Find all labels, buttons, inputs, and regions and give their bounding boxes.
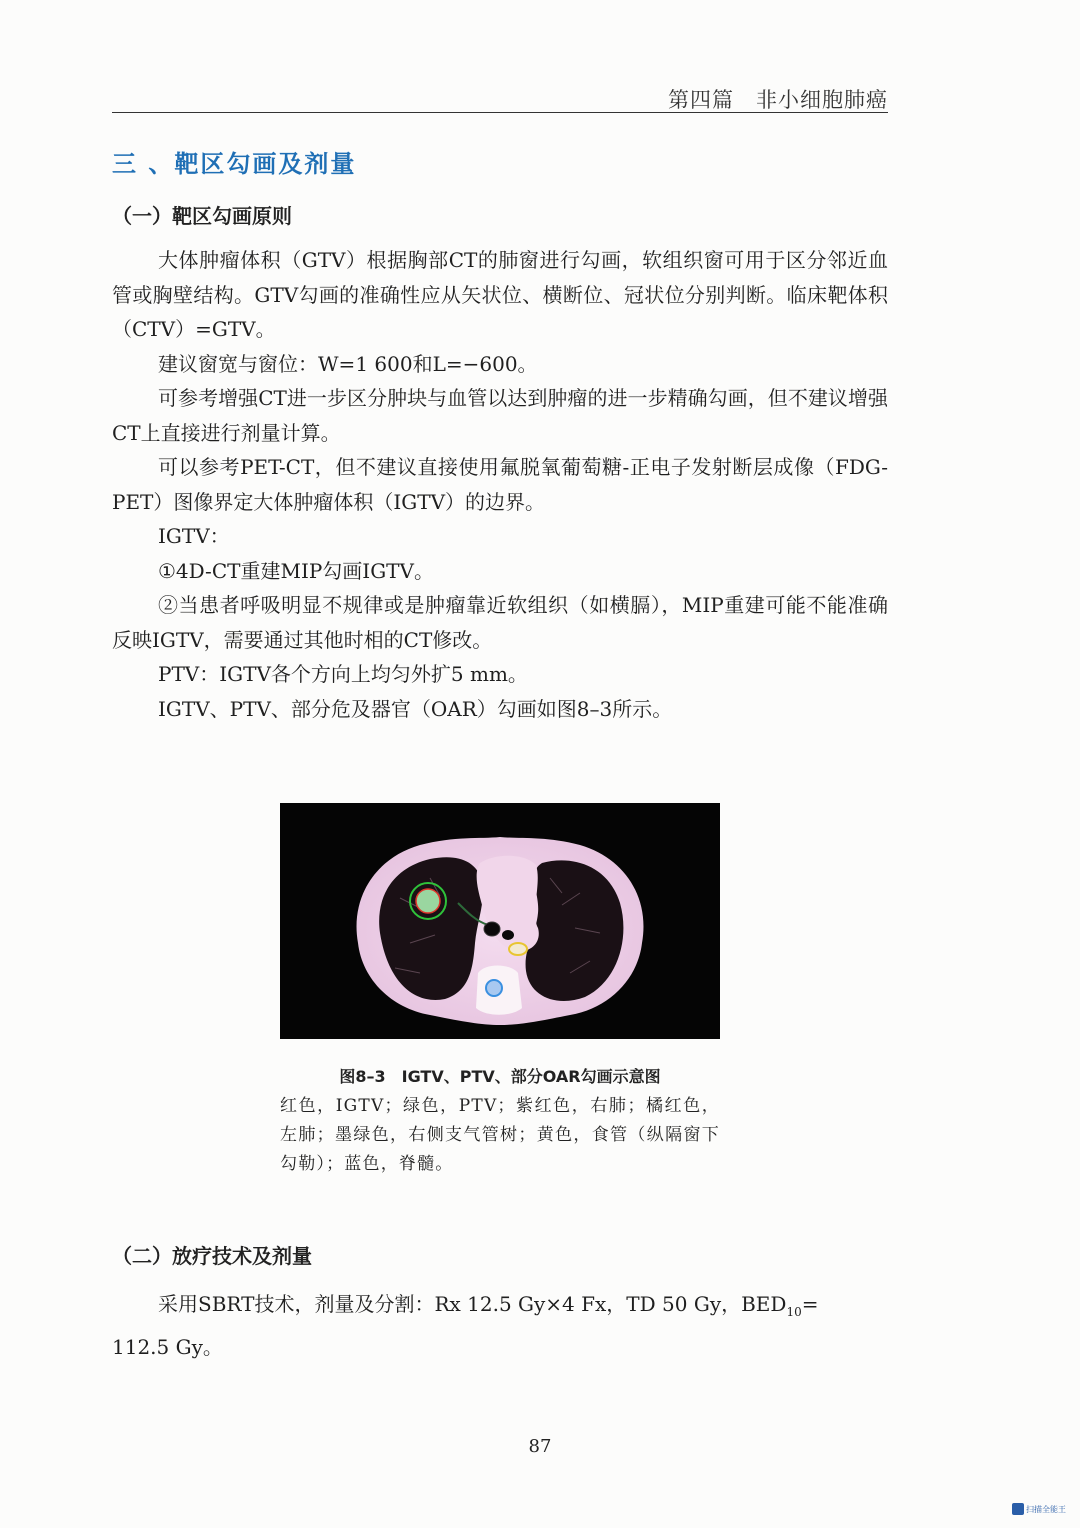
bed-subscript: 10 — [786, 1305, 802, 1319]
running-title: 第四篇 非小细胞肺癌 — [668, 88, 888, 112]
sbrt-equals: = — [801, 1292, 819, 1316]
bronchus — [502, 930, 514, 940]
subsection-title-1: （一）靶区勾画原则 — [112, 204, 292, 228]
paragraph-igtv-1: ①4D-CT重建MIP勾画IGTV。 — [158, 558, 434, 583]
paragraph-gtv: 大体肿瘤体积（GTV）根据胸部CT的肺窗进行勾画，软组织窗可用于区分邻近血管或胸壁结构。GTV勾画的准确性应从矢状位、横断位、冠状位分别判断。临床靶体积（CTV）=GTV。 — [112, 248, 888, 341]
paragraph-figure-ref: IGTV、PTV、部分危及器官（OAR）勾画如图8–3所示。 — [158, 696, 673, 721]
section-title: 三 、靶区勾画及剂量 — [112, 150, 357, 178]
running-header — [112, 84, 888, 113]
paragraph-pet-ct: 可以参考PET-CT，但不建议直接使用氟脱氧葡萄糖-正电子发射断层成像（FDG-PET）图像界定大体肿瘤体积（IGTV）的边界。 — [112, 455, 888, 514]
ct-figure — [280, 803, 720, 1039]
paragraph-ptv: PTV：IGTV各个方向上均匀外扩5 mm。 — [158, 662, 528, 686]
subsection-title-2: （二）放疗技术及剂量 — [112, 1244, 312, 1268]
spinal-cord-contour — [486, 980, 502, 996]
scanner-logo-icon — [1012, 1503, 1024, 1515]
figure-caption: 图8–3 IGTV、PTV、部分OAR勾画示意图 — [339, 1067, 661, 1086]
paragraph-igtv-2: ②当患者呼吸明显不规律或是肿瘤靠近软组织（如横膈），MIP重建可能不能准确反映IGTV，需要通过其他时相的CT修改。 — [112, 593, 888, 652]
trachea — [484, 922, 500, 936]
body-text-1 — [112, 243, 888, 726]
paragraph-sbrt — [112, 1287, 888, 1330]
paragraph-sbrt-cont: 112.5 Gy。 — [112, 1335, 223, 1359]
body-text-2 — [112, 1287, 888, 1365]
igtv-contour — [416, 889, 440, 913]
esophagus-contour — [509, 943, 527, 955]
sbrt-text: 采用SBRT技术，剂量及分割：Rx 12.5 Gy×4 Fx，TD 50 Gy，BED — [158, 1292, 787, 1316]
scanner-watermark — [1012, 1501, 1074, 1517]
ct-scan-image — [280, 803, 720, 1039]
paragraph-window: 建议窗宽与窗位：W=1 600和L=−600。 — [158, 351, 538, 376]
scanner-watermark-text: 扫描全能王 — [1026, 1504, 1066, 1514]
paragraph-igtv-heading: IGTV： — [158, 524, 230, 548]
figure-legend-note: 红色，IGTV；绿色，PTV；紫红色，右肺；橘红色，左肺；墨绿色，右侧支气管树；黄色，食管（纵隔窗下勾勒）；蓝色，脊髓。 — [280, 1096, 720, 1174]
paragraph-contrast-ct: 可参考增强CT进一步区分肿块与血管以达到肿瘤的进一步精确勾画，但不建议增强CT上直接进行剂量计算。 — [112, 386, 888, 445]
page-number: 87 — [528, 1436, 552, 1457]
